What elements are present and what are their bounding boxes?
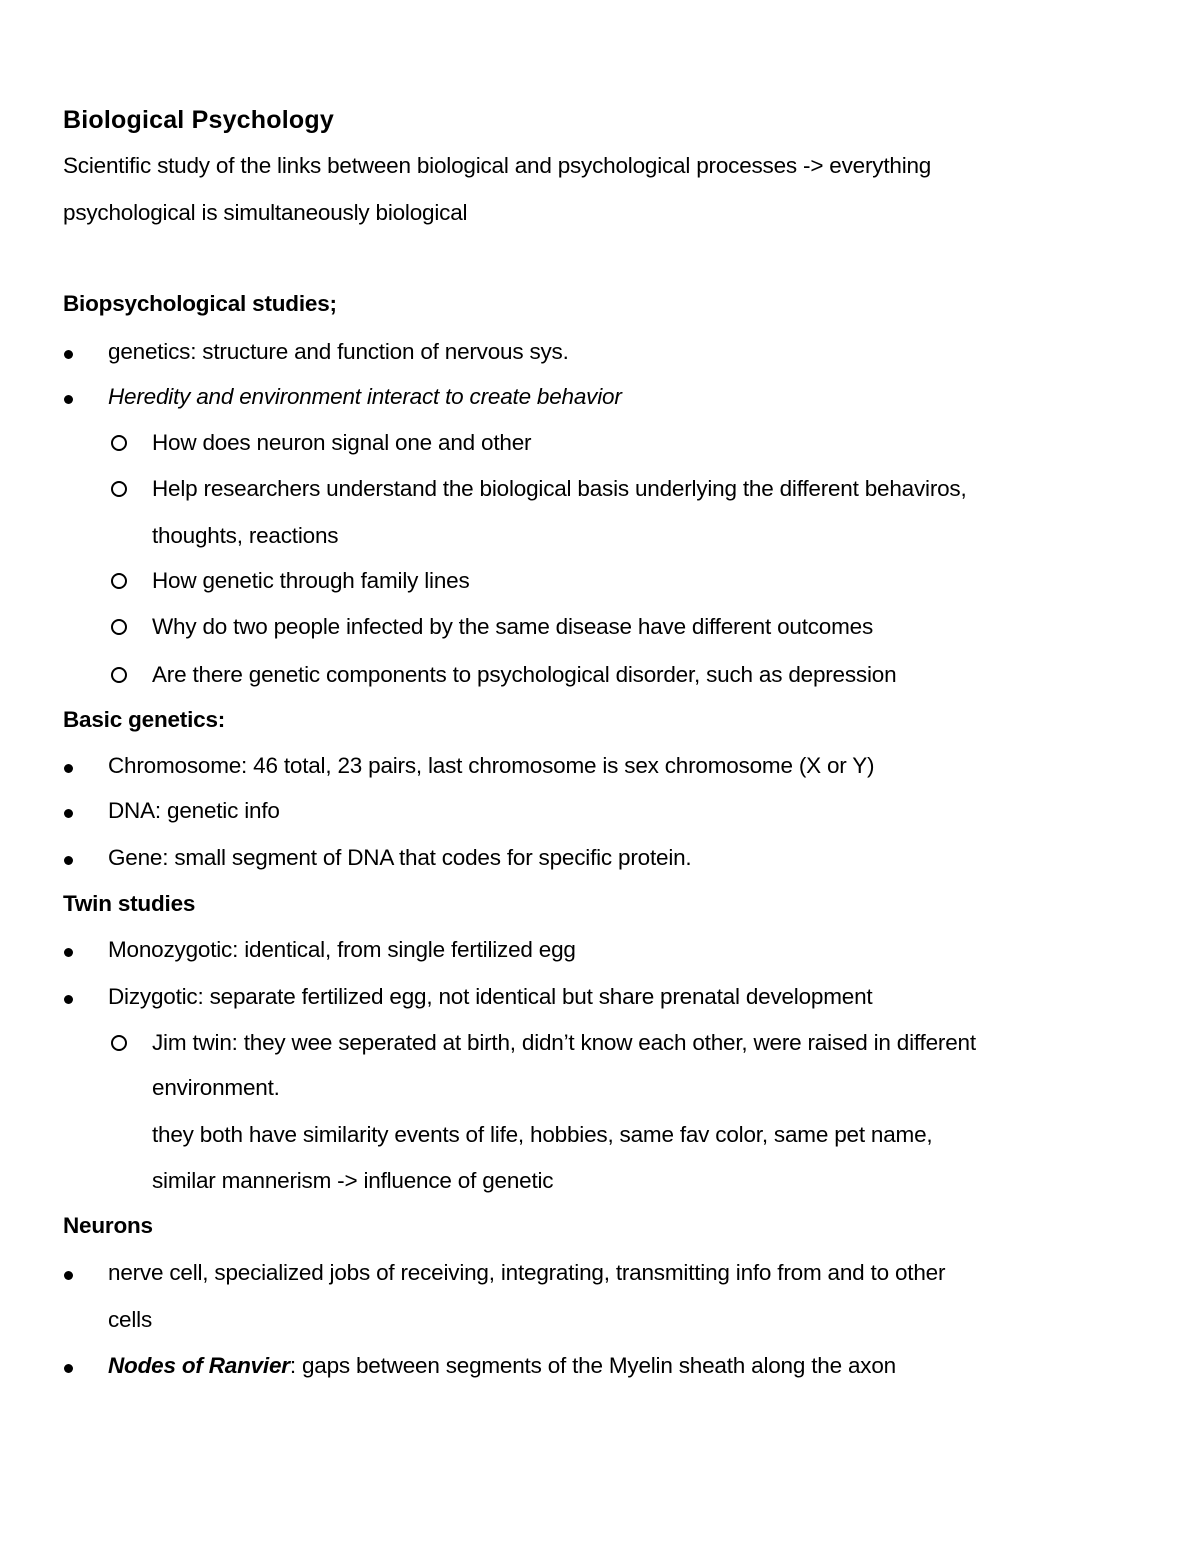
bullet-icon (64, 395, 73, 404)
list-item-text: Nodes of Ranvier: gaps between segments of the Myelin sheath along the axon (108, 1353, 896, 1378)
bullet-icon (64, 809, 73, 818)
bullet-icon (64, 350, 73, 359)
hollow-bullet-icon (111, 667, 127, 683)
hollow-bullet-icon (111, 1035, 127, 1051)
document-page: Biological Psychology Scientific study of the links between biological and psychological processes -> everything psychological is simultaneously biological Biopsychological studies; genetics: structure and function of nervous sys. Heredity and environment interact to create behavior How does neuron signal one and other Help researchers understand the biological basis underlying the different behaviros, thoughts, reactions How genetic through family lines Why do two people infected by the same disease have different outcomes Are there genetic components to psychological disorder, such as depression Basic genetics: Chromosome: 46 total, 23 pairs, last chromosome is sex chromosome (X or Y) DNA: genetic info Gene: small segment of DNA that codes for specific protein. Twin studies Monozygotic: identical, from single fertilized egg Dizygotic: separate fertilized egg, not identical but share prenatal development Jim twin: they wee seperated at birth, didn’t know each other, were raised in different environment. they both have similarity events of life, hobbies, same fav color, same pet name, similar mannerism -> influence of genetic Neurons nerve cell, specialized jobs of receiving, integrating, transmitting info from and to other cells Nodes of Ranvier: gaps between segments of the Myelin sheath along the axon (0, 0, 1200, 1551)
bullet-icon (64, 948, 73, 957)
bullet-icon (64, 856, 73, 865)
hollow-bullet-icon (111, 619, 127, 635)
hollow-bullet-icon (111, 435, 127, 451)
hollow-bullet-icon (111, 481, 127, 497)
term-nodes-of-ranvier: Nodes of Ranvier (108, 1353, 290, 1378)
bullet-icon (64, 1364, 73, 1373)
hollow-bullet-icon (111, 573, 127, 589)
bullet-icon (64, 764, 73, 773)
bullet-icon (64, 995, 73, 1004)
bullet-icon (64, 1271, 73, 1280)
